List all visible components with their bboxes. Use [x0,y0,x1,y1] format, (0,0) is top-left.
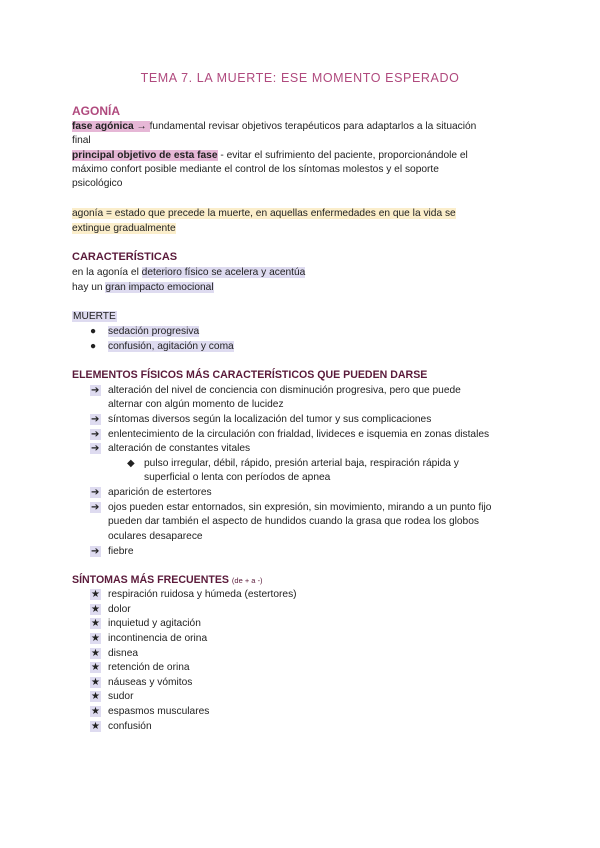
objetivo-line-3: psicológico [72,178,123,189]
arrow-icon: ➔ [91,502,100,513]
sintoma-text: disnea [108,648,139,659]
caracteristicas-plain-1: en la agonía el [72,267,142,278]
arrow-icon: ➔ [91,385,100,396]
sintoma-text: espasmos musculares [108,706,210,717]
objetivo-text: evitar el sufrimiento del paciente, proporcionándole el [226,150,468,161]
elemento-text: enlentecimiento de la circulación con frialdad, livideces e isquemia en zonas distales [108,429,490,440]
elemento-text: oculares desaparece [108,531,203,542]
bullet-dot-icon: ● [90,326,97,337]
star-icon: ★ [91,677,101,688]
muerte-label: MUERTE [73,311,116,322]
arrow-icon: ➔ [91,546,100,557]
section-heading-elementos: ELEMENTOS FÍSICOS MÁS CARACTERÍSTICOS QUE PUEDEN DARSE [72,369,428,381]
star-icon: ★ [91,648,101,659]
elemento-text: pueden dar también el aspecto de hundidos cuando la grasa que rodea los globos [108,516,479,527]
objetivo-line [72,149,468,164]
section-heading-caracteristicas: CARACTERÍSTICAS [72,251,178,263]
muerte-item-text: confusión, agitación y coma [108,341,234,352]
sintoma-text: sudor [108,691,134,702]
muerte-item-text: sedación progresiva [108,326,200,337]
star-icon: ★ [91,721,101,732]
star-icon: ★ [91,691,101,702]
definicion-line-2 [72,222,176,237]
diamond-icon: ◆ [127,458,135,469]
sintoma-text: dolor [108,604,131,615]
sintomas-heading-note: (de + a -) [231,576,263,585]
caracteristicas-line-2 [72,281,214,296]
star-icon: ★ [91,662,101,673]
sintoma-text: incontinencia de orina [108,633,208,644]
section-heading-agonia: AGONÍA [72,104,120,118]
sintoma-text: retención de orina [108,662,190,673]
elemento-text: fiebre [108,546,134,557]
definicion-line-1 [72,207,456,222]
elemento-text: alteración de constantes vitales [108,443,251,454]
star-icon: ★ [91,604,101,615]
star-icon: ★ [91,589,101,600]
arrow-icon: ➔ [91,429,100,440]
objetivo-line-2: máximo confort posible mediante el control de los síntomas molestos y el soporte [72,164,439,175]
definicion-text-1: agonía = estado que precede la muerte, en aquellas enfermedades en que la vida se [72,208,456,219]
sintoma-text: confusión [108,721,152,732]
fase-agonica-label: fase agónica [72,121,134,132]
arrow-icon: ➔ [91,487,100,498]
sintomas-heading-text: SÍNTOMAS MÁS FRECUENTES [72,574,229,586]
arrow-icon: ➔ [91,443,100,454]
sintoma-text: respiración ruidosa y húmeda (estertores) [108,589,297,600]
fase-agonica-line-2: final [72,135,91,146]
sintoma-text: náuseas y vómitos [108,677,193,688]
arrow-icon: ➔ [91,414,100,425]
elemento-text: aparición de estertores [108,487,212,498]
caracteristicas-highlight-2: gran impacto emocional [105,282,214,293]
section-heading-sintomas [72,574,263,586]
page-title: TEMA 7. LA MUERTE: ESE MOMENTO ESPERADO [140,71,460,85]
star-icon: ★ [91,633,101,644]
caracteristicas-line-1 [72,266,305,281]
elemento-sub-text: superficial o lenta con períodos de apnea [144,472,331,483]
elemento-text: ojos pueden estar entornados, sin expresión, sin movimiento, mirando a un punto fijo [108,502,492,513]
caracteristicas-plain-2: hay un [72,282,106,293]
elemento-text: alternar con algún momento de lucidez [108,399,284,410]
star-icon: ★ [91,618,101,629]
caracteristicas-highlight-1: deterioro físico se acelera y acentúa [141,267,306,278]
fase-agonica-text: fundamental revisar objetivos terapéuticos para adaptarlos a la situación [149,121,477,132]
star-icon: ★ [91,706,101,717]
objetivo-sep: - [217,150,227,161]
objetivo-label: principal objetivo de esta fase [72,150,218,161]
muerte-heading [72,310,117,325]
fase-agonica-line [72,120,476,135]
sintoma-text: inquietud y agitación [108,618,201,629]
elemento-sub-text: pulso irregular, débil, rápido, presión arterial baja, respiración rápida y [144,458,459,469]
arrow-icon: → [133,121,150,132]
definicion-text-2: extingue gradualmente [72,223,176,234]
elemento-text: alteración del nivel de conciencia con disminución progresiva, pero que puede [108,385,461,396]
elemento-text: síntomas diversos según la localización del tumor y sus complicaciones [108,414,432,425]
bullet-dot-icon: ● [90,341,97,352]
